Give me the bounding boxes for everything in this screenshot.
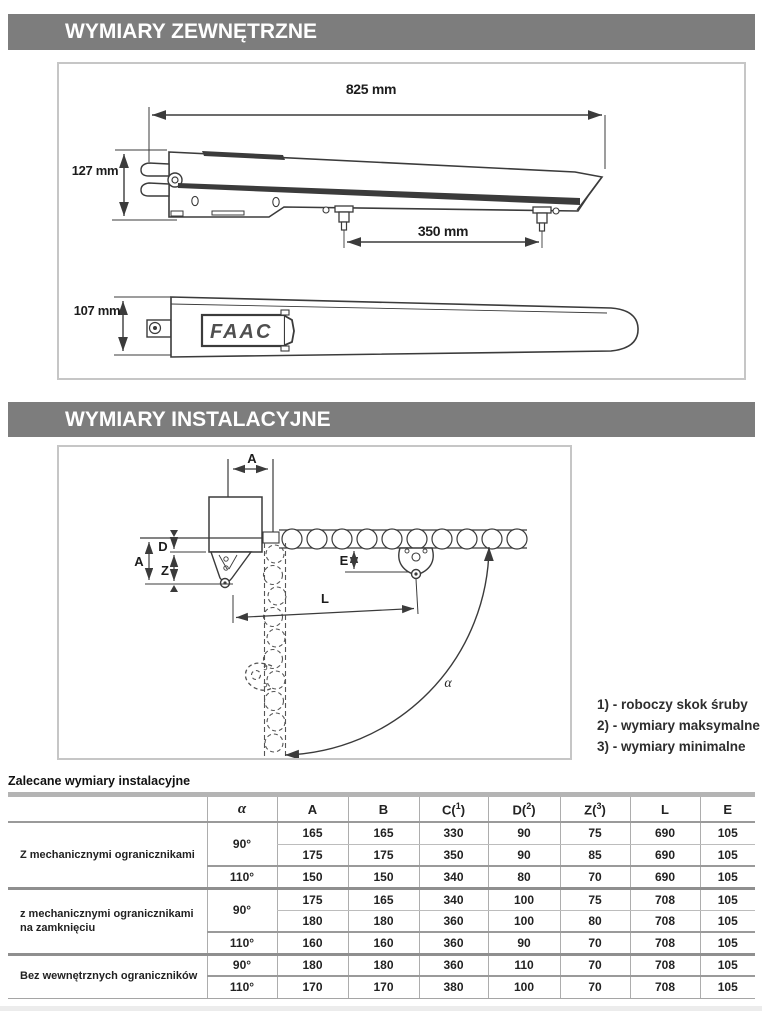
row-group-label: Bez wewnętrznych ograniczników [8,954,207,998]
table-row [8,954,755,976]
value-cell: 80 [560,910,630,932]
dim-l-label: L [321,591,329,606]
value-cell: 105 [700,844,755,866]
angle-cell: 90° [207,822,277,866]
value-cell: 75 [560,822,630,844]
table-title: Zalecane wymiary instalacyjne [8,774,191,788]
value-cell: 690 [630,866,700,888]
installation-diagram [59,447,570,758]
value-cell: 708 [630,976,700,998]
page-bottom-strip [0,1006,762,1011]
dim-l [233,579,418,623]
value-cell: 85 [560,844,630,866]
value-cell: 80 [488,866,560,888]
opening-arc [285,547,489,755]
dim-825-label: 825 mm [345,81,397,97]
table-wrapper [8,792,755,999]
value-cell: 175 [277,844,348,866]
dim-e-label: E [339,553,349,568]
value-cell: 70 [560,976,630,998]
col-header-α: α [207,795,277,823]
value-cell: 180 [348,910,419,932]
value-cell: 360 [419,910,488,932]
value-cell: 708 [630,888,700,910]
table-row [8,888,755,910]
operator-box [209,497,262,552]
faac-logo-text: FAAC [210,321,273,343]
dim-alpha-label: α [444,676,452,691]
value-cell: 70 [560,866,630,888]
dim-a-top-label: A [247,451,257,466]
table-row [8,822,755,844]
value-cell: 340 [419,866,488,888]
value-cell: 170 [348,976,419,998]
value-cell: 165 [277,822,348,844]
value-cell: 70 [560,954,630,976]
dimensions-table [8,792,755,999]
value-cell: 160 [348,932,419,954]
dim-feet-spacing [347,223,539,242]
col-header-C: C($^1$) [419,795,488,823]
value-cell: 105 [700,976,755,998]
value-cell: 75 [560,888,630,910]
dim-350-label: 350 mm [417,223,469,239]
table-corner-cell [8,795,207,823]
angle-cell: 110° [207,932,277,954]
value-cell: 165 [348,888,419,910]
table-header-row [8,795,755,823]
col-header-B: B [348,795,419,823]
value-cell: 100 [488,976,560,998]
dim-z-label: Z [161,563,169,578]
value-cell: 380 [419,976,488,998]
value-cell: 110 [488,954,560,976]
section-title-installation: WYMIARY INSTALACYJNE [65,408,331,431]
angle-cell: 110° [207,866,277,888]
value-cell: 690 [630,822,700,844]
external-drawing-frame [57,62,746,380]
value-cell: 708 [630,910,700,932]
value-cell: 165 [348,822,419,844]
value-cell: 170 [277,976,348,998]
value-cell: 708 [630,954,700,976]
section-bar-installation [8,402,755,437]
dim-a-top [233,451,268,469]
value-cell: 175 [348,844,419,866]
value-cell: 100 [488,910,560,932]
arm [147,297,638,357]
rear-bracket [399,548,433,579]
col-header-D: D($^2$) [488,795,560,823]
front-bracket [211,552,251,588]
value-cell: 90 [488,844,560,866]
value-cell: 360 [419,932,488,954]
col-header-E: E [700,795,755,823]
value-cell: 105 [700,888,755,910]
value-cell: 180 [277,954,348,976]
value-cell: 150 [348,866,419,888]
dim-a-side-label: A [134,554,144,569]
value-cell: 105 [700,932,755,954]
dim-d-label: D [158,539,168,554]
value-cell: 340 [419,888,488,910]
angle-cell: 110° [207,976,277,998]
value-cell: 105 [700,910,755,932]
value-cell: 160 [277,932,348,954]
angle-cell: 90° [207,954,277,976]
footnote-1: 1) - roboczy skok śruby [597,697,748,712]
footnote-3: 3) - wymiary minimalne [597,739,746,754]
value-cell: 150 [277,866,348,888]
value-cell: 90 [488,822,560,844]
row-group-label: z mechanicznymi ogranicznikami na zamknięciu [8,888,207,954]
value-cell: 105 [700,866,755,888]
dim-127-label: 127 mm [71,163,119,178]
value-cell: 105 [700,954,755,976]
row-group-label: Z mechanicznymi ogranicznikami [8,822,207,888]
release-lever-lower [141,183,169,196]
value-cell: 180 [348,954,419,976]
value-cell: 70 [560,932,630,954]
footnote-2: 2) - wymiary maksymalne [597,718,760,733]
dim-107-label: 107 mm [73,303,121,318]
col-header-L: L [630,795,700,823]
section-title-external: WYMIARY ZEWNĘTRZNE [65,20,317,43]
angle-cell: 90° [207,888,277,932]
gate-leaf [263,529,527,549]
value-cell: 330 [419,822,488,844]
installation-diagram-frame [57,445,572,760]
release-lever-upper [141,163,169,176]
value-cell: 175 [277,888,348,910]
value-cell: 360 [419,954,488,976]
pillar [264,543,287,758]
value-cell: 90 [488,932,560,954]
external-dimensions-drawing [59,64,744,378]
footnotes [597,694,762,757]
value-cell: 690 [630,844,700,866]
value-cell: 105 [700,822,755,844]
value-cell: 180 [277,910,348,932]
value-cell: 708 [630,932,700,954]
value-cell: 100 [488,888,560,910]
col-header-Z: Z($^3$) [560,795,630,823]
col-header-A: A [277,795,348,823]
section-bar-external [8,14,755,50]
value-cell: 350 [419,844,488,866]
